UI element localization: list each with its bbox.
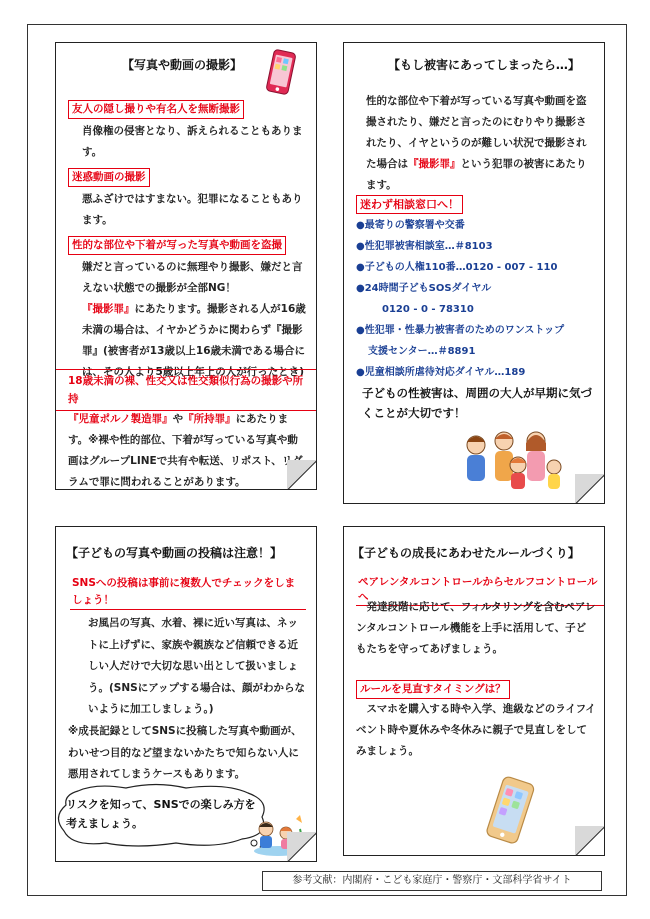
term-child-porn-production: 『児童ポルノ製造罪』 <box>68 413 173 425</box>
consult-list <box>356 215 596 383</box>
text-nuisance-crime: 悪ふざけではすまない。犯罪になることもあります。 <box>82 193 303 226</box>
text-victim-situation: 性的な部位や下着が写っている写真や動画を盗撮されたり、嫌だと言ったのにむりやり撮影されたり、イヤというのが難しい状況で撮影された場合は <box>366 95 587 170</box>
heading-sns-check: SNSへの投稿は事前に複数人でチェックをしましょう！ <box>70 575 306 610</box>
text-child-porn-crime <box>68 409 308 490</box>
text-sharing-warning: にあたります。※裸や性的部位、下着が写っている写真や動画はグループLINEで共有や転送、リポスト、リグラムで罪に問われることがあります。 <box>68 413 303 488</box>
red-smartphone-icon <box>261 49 301 95</box>
list-item: 支援センター…＃8891 <box>368 346 476 357</box>
card-posting-caution <box>55 526 317 862</box>
heading-consult: 迷わず相談窓口へ！ <box>356 195 463 214</box>
page-curl <box>287 832 317 862</box>
text-filming-crime-detail: にあたります。撮影される人が16歳未満の場合は、イヤかどうかに関わらず『撮影罪』(被害者が13歳以上16歳未満である場合には、その人より5歳以上年上の人が行ったとき) <box>82 303 306 378</box>
heading-nuisance-video: 迷惑動画の撮影 <box>68 168 150 187</box>
text-misuse-warning: ※成長記録としてSNSに投稿した写真や動画が、わいせつ目的など望まないかたちで知らない人に悪用されてしまうケースもあります。 <box>68 725 302 780</box>
heading-self-control: ペアレンタルコントロールからセルフコントロールへ <box>356 575 604 606</box>
bubble-text: リスクを知って、SNSでの楽しみ方を考えましょう。 <box>66 798 256 830</box>
text-forced-shooting: 嫌だと言っているのに無理やり撮影、嫌だと言えない状態での撮影が全部NG！ <box>82 261 303 294</box>
text-victim-explanation <box>366 91 596 196</box>
text-parental-control: 発達段階に応じて、フィルタリングを含むペアレンタルコントロール機能を上手に活用して、子どもたちを守ってあげましょう。 <box>356 601 596 655</box>
text-victim-conclusion: という犯罪の被害にあたります。 <box>366 158 587 191</box>
text-review-timing: スマホを購入する時や入学、進級などのライフイベント時や夏休みや冬休みに親子で見直しをしてみましょう。 <box>356 703 596 757</box>
list-item: ●子どもの人権110番…0120 - 007 - 110 <box>356 262 558 273</box>
card2-title: 【もし被害にあってしまったら…】 <box>388 58 580 72</box>
term-filming-crime-2: 『撮影罪』 <box>408 158 461 170</box>
card-photo-video-shooting <box>55 42 317 490</box>
term-possession: 『所持罪』 <box>183 413 236 425</box>
list-item: ●児童相談所虐待対応ダイヤル…189 <box>356 367 526 378</box>
heading-voyeurism: 性的な部位や下着が写った写真や動画を盗撮 <box>68 236 286 255</box>
heading-review-timing: ルールを見直すタイミングは？ <box>356 680 510 699</box>
heading-under18: 18歳未満の裸、性交又は性交類似行為の撮影や所持 <box>68 375 304 405</box>
card-if-victimized <box>343 42 605 504</box>
card3-title: 【子どもの写真や動画の投稿は注意！】 <box>66 546 283 560</box>
heading-secret-shooting: 友人の隠し撮りや有名人を無断撮影 <box>68 100 244 119</box>
card1-title: 【写真や動画の撮影】 <box>122 58 243 72</box>
list-item: ●最寄りの警察署や交番 <box>356 220 465 231</box>
gold-smartphone-icon <box>480 775 540 847</box>
card-rulemaking <box>343 526 605 856</box>
text-early-notice: 子どもの性被害は、周囲の大人が早期に気づくことが大切です！ <box>362 386 592 420</box>
family-icon <box>456 427 566 493</box>
text-portrait-rights: 肖像権の侵害となり、訴えられることもあります。 <box>82 125 303 158</box>
reference-footer: 参考文献：内閣府・こども家庭庁・警察庁・文部科学省サイト <box>262 871 602 891</box>
heading-child-porn-box <box>56 369 317 411</box>
page-curl <box>575 826 605 856</box>
list-item: 0120 - 0 - 78310 <box>382 304 474 315</box>
page-curl <box>575 474 605 504</box>
list-item: ●24時間子どもSOSダイヤル <box>356 283 492 294</box>
text-or: や <box>172 413 184 425</box>
list-item: ●性犯罪・性暴力被害者のためのワンストップ <box>356 325 565 336</box>
page-curl <box>287 460 317 490</box>
card4-title: 【子どもの成長にあわせたルールづくり】 <box>352 546 580 560</box>
list-item: ●性犯罪被害相談室…＃8103 <box>356 241 493 252</box>
term-filming-crime: 『撮影罪』 <box>82 303 135 315</box>
text-bath-photos: お風呂の写真、水着、裸に近い写真は、ネットに上げずに、家族や親族など信頼できる近しい人だけで大切な思い出として扱いましょう。(SNSにアップする場合は、顔がわからないように加工しましょう。) <box>88 617 305 715</box>
heading-sns-check-box <box>70 575 306 610</box>
